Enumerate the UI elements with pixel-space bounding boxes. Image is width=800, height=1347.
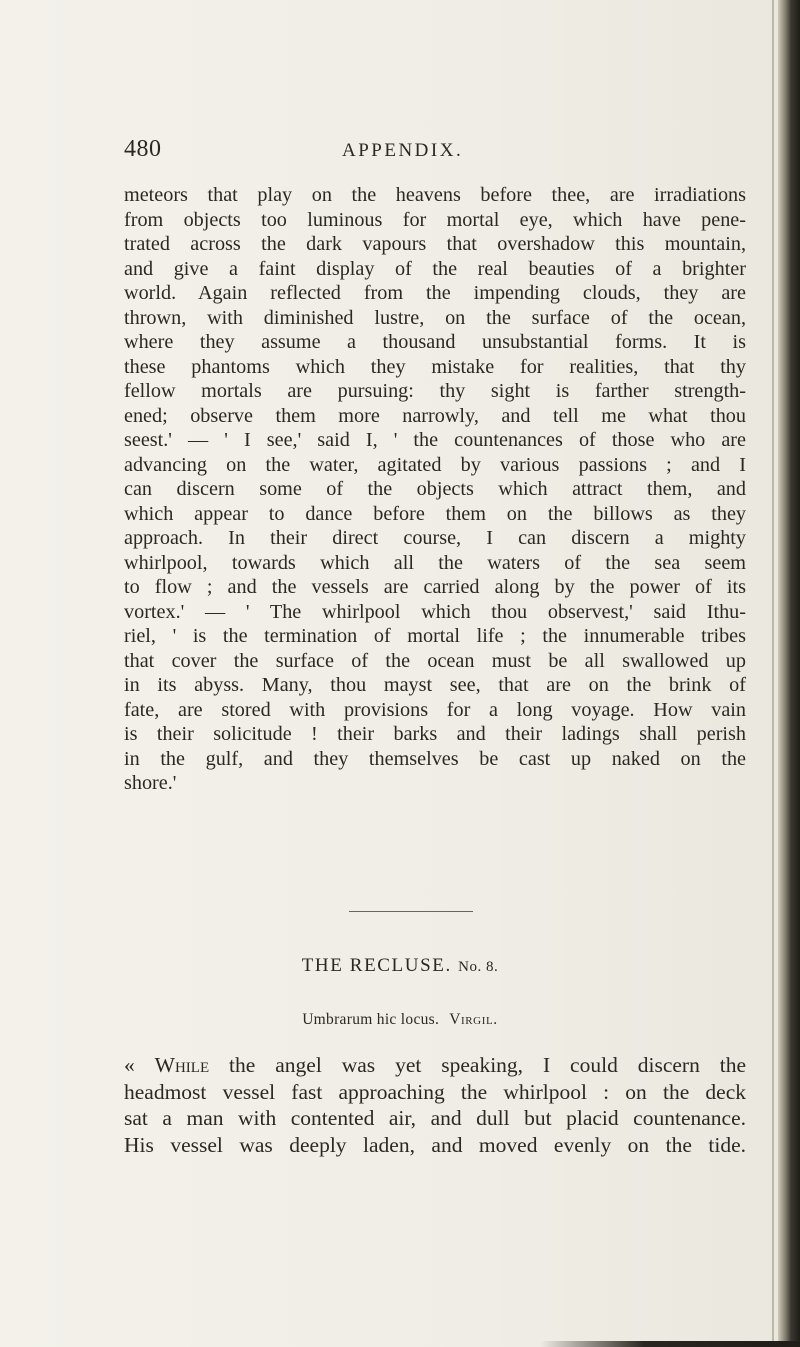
text-line: where they assume a thousand unsubstantial forms. It is xyxy=(124,331,746,353)
text-line: vortex.' — ' The whirlpool which thou observest,' said Ithu- xyxy=(124,600,746,623)
paragraph-main xyxy=(124,183,746,796)
epigraph-author: Virgil. xyxy=(449,1011,498,1028)
book-gutter-shadow xyxy=(778,0,800,1347)
first-line-text: the angel was yet speaking, I could discern the xyxy=(229,1053,747,1077)
text-line: shore.' xyxy=(124,772,177,794)
text-line: in its abyss. Many, thou mayst see, that are on the brink of xyxy=(124,674,746,696)
opening-quote: « xyxy=(124,1053,135,1077)
text-line: from objects too luminous for mortal eye, which have pene- xyxy=(124,208,746,231)
text-line: fellow mortals are pursuing: thy sight is farther strength- xyxy=(124,380,746,402)
text-line: these phantoms which they mistake for realities, that thy xyxy=(124,355,746,378)
text-line: headmost vessel fast approaching the whirlpool : on the deck xyxy=(124,1079,746,1104)
text-line: that cover the surface of the ocean must be all swallowed up xyxy=(124,649,746,672)
text-line: fate, are stored with provisions for a long voyage. How vain xyxy=(124,698,746,721)
text-line: is their solicitude ! their barks and their ladings shall perish xyxy=(124,723,746,745)
text-line: in the gulf, and they themselves be cast up naked on the xyxy=(124,747,746,770)
epigraph-quote: Umbrarum hic locus. xyxy=(302,1011,440,1028)
text-line: meteors that play on the heavens before thee, are irradiations xyxy=(124,184,746,206)
text-line: His vessel was deeply laden, and moved evenly on the tide. xyxy=(124,1132,746,1157)
text-line: ened; observe them more narrowly, and tell me what thou xyxy=(124,404,746,427)
text-line: riel, ' is the termination of mortal life ; the innumerable tribes xyxy=(124,625,746,647)
bottom-shadow xyxy=(540,1341,800,1347)
text-line: approach. In their direct course, I can discern a mighty xyxy=(124,527,746,549)
epigraph xyxy=(0,1011,800,1029)
text-line: and give a faint display of the real beauties of a brighter xyxy=(124,257,746,280)
section-divider xyxy=(349,911,473,912)
text-line: to flow ; and the vessels are carried along by the power of its xyxy=(124,576,746,598)
text-line: can discern some of the objects which attract them, and xyxy=(124,478,746,500)
section-number: No. 8. xyxy=(458,959,499,975)
text-line: advancing on the water, agitated by various passions ; and I xyxy=(124,453,746,476)
text-line: whirlpool, towards which all the waters of the sea seem xyxy=(124,551,746,574)
page-edge-line xyxy=(772,0,774,1347)
text-line: world. Again reflected from the impending clouds, they are xyxy=(124,282,746,304)
drop-word: While xyxy=(154,1053,210,1077)
text-line: which appear to dance before them on the billows as they xyxy=(124,502,746,525)
paragraph-second xyxy=(124,1052,746,1158)
text-line: thrown, with diminished lustre, on the surface of the ocean, xyxy=(124,306,746,329)
text-line-first xyxy=(124,1052,746,1079)
text-line: trated across the dark vapours that overshadow this mountain, xyxy=(124,233,746,255)
section-title: THE RECLUSE. xyxy=(301,955,452,976)
running-head: APPENDIX. xyxy=(342,140,464,161)
page-number: 480 xyxy=(124,136,162,162)
section-heading xyxy=(0,955,800,977)
text-line: seest.' — ' I see,' said I, ' the countenances of those who are xyxy=(124,429,746,451)
text-line: sat a man with contented air, and dull but placid countenance. xyxy=(124,1106,746,1130)
page-header xyxy=(124,136,744,166)
